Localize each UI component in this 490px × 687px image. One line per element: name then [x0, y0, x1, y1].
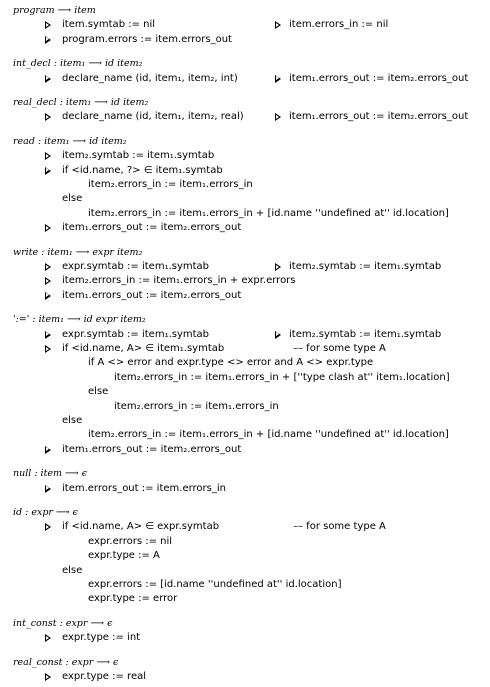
- rule-line: [0, 535, 490, 549]
- rule-text: expr.type := int: [62, 632, 141, 644]
- rule-side-text: item₂.symtab := item₁.symtab: [289, 328, 442, 340]
- rule-line: [0, 72, 490, 86]
- rule-line: [0, 192, 490, 206]
- triangle-bullet-icon: [275, 21, 281, 29]
- rule-text: item₂.errors_in := item₁.errors_in: [88, 179, 253, 190]
- rule-line: [0, 564, 490, 578]
- rule-line: [0, 482, 490, 496]
- rule-text: declare_name (id, item₁, item₂, int): [62, 72, 238, 84]
- production-header: real_decl : item₁ ⟶ id item₂: [13, 97, 149, 108]
- rule-line: [0, 428, 490, 442]
- rule-text: program.errors := item.errors_out: [62, 33, 232, 45]
- rule-text: else: [62, 415, 83, 426]
- triangle-bullet-icon: [45, 113, 51, 121]
- triangle-bullet-icon: [275, 263, 281, 271]
- triangle-bullet-icon: [45, 36, 51, 44]
- triangle-bullet-icon: [45, 485, 51, 493]
- triangle-bullet-icon: [45, 21, 51, 29]
- triangle-bullet-icon: [45, 446, 51, 454]
- rule-text: else: [88, 386, 109, 398]
- rule-line: [0, 328, 490, 342]
- rule-text: item₂.errors_in := item₁.errors_in + [''type clash at'' item₁.location]: [114, 371, 450, 383]
- rule-line: [0, 342, 490, 356]
- rule-line: [0, 578, 490, 592]
- rule-line: [0, 221, 490, 235]
- rule-line: [0, 164, 490, 178]
- rule-line: [0, 289, 490, 303]
- rule-text: item₁.errors_out := item₂.errors_out: [62, 443, 242, 455]
- rule-line: [0, 549, 490, 563]
- rule-line: [0, 414, 490, 428]
- triangle-bullet-icon: [45, 673, 51, 681]
- rule-line: [0, 274, 490, 288]
- triangle-bullet-icon: [45, 263, 51, 271]
- rule-line: [0, 110, 490, 124]
- triangle-bullet-icon: [45, 345, 51, 353]
- rule-text: else: [62, 193, 83, 205]
- rule-side-text: item₂.symtab := item₁.symtab: [289, 261, 442, 272]
- rule-text: if A <> error and expr.type <> error and A <> expr.type: [88, 357, 374, 369]
- rule-text: item₂.symtab := item₁.symtab: [62, 150, 215, 162]
- rule-side-text: item₁.errors_out := item₂.errors_out: [289, 111, 469, 123]
- rule-comment: –– for some type A: [293, 343, 386, 354]
- rule-text: expr.symtab := item₁.symtab: [62, 328, 210, 340]
- rule-text: item₂.errors_in := item₁.errors_in: [114, 400, 279, 412]
- rule-text: expr.symtab := item₁.symtab: [62, 261, 210, 272]
- rule-line: [0, 670, 490, 684]
- triangle-bullet-icon: [45, 634, 51, 642]
- triangle-bullet-icon: [45, 292, 51, 300]
- triangle-bullet-icon: [45, 331, 51, 339]
- rule-text: item₁.errors_out := item₂.errors_out: [62, 289, 242, 301]
- rule-side-text: item.errors_in := nil: [289, 19, 389, 31]
- rule-text: item.errors_out := item.errors_in: [62, 482, 226, 494]
- rule-line: [0, 18, 490, 32]
- rule-text: declare_name (id, item₁, item₂, real): [62, 111, 244, 123]
- triangle-bullet-icon: [45, 75, 51, 83]
- triangle-bullet-icon: [275, 113, 281, 121]
- rule-line: [0, 356, 490, 370]
- rule-line: [0, 149, 490, 163]
- rule-text: else: [62, 564, 83, 576]
- production-header: int_const : expr ⟶ ϵ: [13, 617, 113, 629]
- production-header: read : item₁ ⟶ id item₂: [13, 135, 127, 147]
- rule-line: [0, 385, 490, 399]
- rule-text: expr.type := error: [88, 593, 178, 605]
- triangle-bullet-icon: [45, 523, 51, 531]
- triangle-bullet-icon: [45, 152, 51, 160]
- rule-text: expr.type := A: [88, 550, 160, 562]
- rule-side-text: item₁.errors_out := item₂.errors_out: [289, 72, 469, 84]
- rule-line: [0, 631, 490, 645]
- rule-line: [0, 592, 490, 606]
- rule-line: [0, 178, 490, 192]
- production-header: write : item₁ ⟶ expr item₂: [13, 246, 143, 258]
- production-header: null : item ⟶ ϵ: [13, 468, 88, 480]
- rule-text: expr.errors := [id.name ''undefined at'' id.location]: [88, 579, 342, 590]
- rule-text: item₂.errors_in := item₁.errors_in + [id.name ''undefined at'' id.location]: [88, 429, 449, 441]
- rule-text: item₁.errors_out := item₂.errors_out: [62, 222, 242, 234]
- production-header: int_decl : item₁ ⟶ id item₂: [13, 58, 143, 70]
- triangle-bullet-icon: [45, 167, 51, 175]
- rule-line: [0, 33, 490, 47]
- rule-line: [0, 443, 490, 457]
- rule-comment: –– for some type A: [293, 521, 386, 533]
- triangle-bullet-icon: [275, 75, 281, 83]
- triangle-bullet-icon: [45, 277, 51, 285]
- production-header: ':=' : item₁ ⟶ id expr item₂: [13, 314, 146, 326]
- production-header: real_const : expr ⟶ ϵ: [13, 656, 119, 668]
- triangle-bullet-icon: [275, 331, 281, 339]
- rule-text: if <id.name, A> ∈ item₁.symtab: [62, 343, 225, 354]
- rule-text: item₂.errors_in := item₁.errors_in + [id.name ''undefined at'' id.location]: [88, 207, 449, 219]
- rule-text: if <id.name, A> ∈ expr.symtab: [62, 521, 220, 533]
- rule-text: item.symtab := nil: [62, 19, 156, 31]
- production-header: program ⟶ item: [13, 5, 96, 16]
- rule-line: [0, 260, 490, 274]
- rule-text: expr.errors := nil: [88, 535, 173, 547]
- triangle-bullet-icon: [45, 224, 51, 232]
- production-header: id : expr ⟶ ϵ: [13, 507, 78, 518]
- rule-text: expr.type := real: [62, 671, 147, 682]
- rule-line: [0, 371, 490, 385]
- rule-line: [0, 520, 490, 534]
- rule-text: item₂.errors_in := item₁.errors_in + expr.errors: [62, 275, 296, 287]
- rule-text: if <id.name, ?> ∈ item₁.symtab: [62, 164, 223, 176]
- rule-line: [0, 207, 490, 221]
- rule-line: [0, 400, 490, 414]
